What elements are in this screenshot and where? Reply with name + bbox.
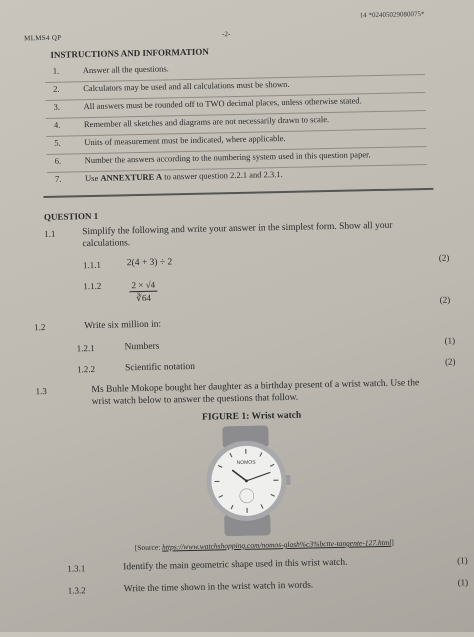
source-bracket: ] (391, 538, 394, 547)
instructions-heading: INSTRUCTIONS AND INFORMATION (50, 47, 209, 60)
mark-allocation: (1) (457, 555, 468, 565)
source-link[interactable]: https://www.watchshopping.com/nomos-glash%c3%bctte-tangente-127.html (162, 538, 391, 552)
instruction-text (85, 169, 283, 183)
figure-title: FIGURE 1: Wrist watch (202, 411, 301, 423)
question-text: Simplify the following and write your answer in the simplest form. Show all your (82, 221, 392, 237)
instruction-number: 3. (53, 102, 60, 112)
subquestion-number: 1.1.2 (83, 281, 101, 291)
mark-allocation: (1) (458, 577, 469, 587)
instruction-number: 4. (54, 120, 61, 130)
instruction-text-suffix: to answer question 2.2.1 and 2.3.1. (162, 169, 283, 182)
instruction-text: Answer all the questions. (83, 63, 169, 75)
annexture-label: ANNEXTURE A (100, 172, 162, 183)
instruction-number: 6. (55, 156, 62, 166)
instruction-text-prefix: Use (85, 173, 101, 183)
instruction-number: 2. (53, 84, 60, 94)
instruction-text: Remember all sketches and diagrams are not necessarily drawn to scale. (84, 114, 329, 129)
image-source (135, 538, 394, 552)
page-number: -2- (222, 30, 230, 38)
subquestion-text: Write the time shown in the wrist watch in words. (124, 580, 314, 594)
question-number: 1.2 (34, 322, 45, 332)
fraction-numerator: 2 × √4 (129, 280, 157, 293)
subquestion-text: Numbers (125, 342, 160, 353)
wrist-watch-image (198, 425, 296, 537)
subquestion-number: 1.3.2 (68, 585, 86, 595)
paper-code: MLMS4 QP (24, 34, 61, 43)
subquestion-number: 1.2.2 (77, 364, 95, 374)
question-text: wrist watch below to answer the questions that follow. (92, 393, 299, 407)
section-divider (43, 188, 433, 198)
instruction-text: Units of measurement must be indicated, where applicable. (84, 133, 286, 147)
subquestion-text: Identify the main geometric shape used in this wrist watch. (123, 558, 347, 573)
question-text: calculations. (82, 238, 130, 249)
mark-allocation: (2) (439, 253, 450, 263)
subquestion-number: 1.3.1 (67, 563, 85, 573)
subquestion-text: Scientific notation (125, 362, 195, 373)
question-1-heading: QUESTION 1 (44, 211, 98, 222)
question-text: Write six million in: (84, 320, 161, 332)
instruction-text: Number the answers according to the numbering system used in this question paper. (85, 149, 371, 165)
fraction-expression (129, 280, 157, 305)
watch-brand-logo: NOMOS (237, 460, 257, 466)
fraction-denominator: ∛64 (129, 292, 157, 305)
expression: 2(4 + 3) ÷ 2 (127, 257, 173, 268)
subquestion-number: 1.2.1 (77, 343, 95, 353)
question-text: Ms Buhle Mokope bought her daughter as a birthday present of a wrist watch. Use the (91, 378, 419, 395)
instruction-text: All answers must be rounded off to TWO decimal places, unless otherwise stated. (83, 95, 361, 111)
barcode-number: 14 *02405029080075* (360, 10, 425, 19)
mark-allocation: (2) (440, 295, 451, 305)
instruction-text: Calculators may be used and all calculations must be shown. (83, 79, 289, 93)
question-number: 1.3 (35, 386, 46, 396)
mark-allocation: (1) (444, 335, 455, 345)
instruction-number: 7. (55, 174, 62, 184)
mark-allocation: (2) (445, 356, 456, 366)
instruction-number: 1. (53, 66, 60, 76)
instruction-number: 5. (54, 138, 61, 148)
source-label: [Source: (135, 543, 162, 553)
subquestion-number: 1.1.1 (83, 260, 101, 270)
question-number: 1.1 (44, 229, 55, 239)
